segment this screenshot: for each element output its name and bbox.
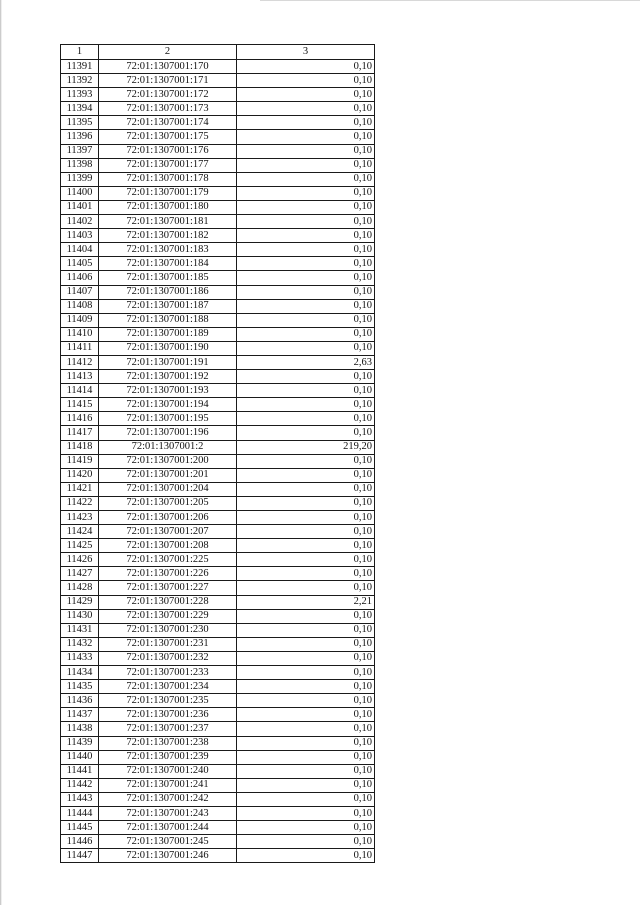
row-value: 0,10 bbox=[237, 200, 375, 214]
row-value: 0,10 bbox=[237, 637, 375, 651]
row-number: 11417 bbox=[61, 426, 99, 440]
row-number: 11444 bbox=[61, 806, 99, 820]
row-value: 0,10 bbox=[237, 186, 375, 200]
table-row bbox=[61, 384, 375, 398]
cadastral-number: 72:01:1307001:181 bbox=[99, 215, 237, 229]
table-row bbox=[61, 637, 375, 651]
cadastral-number: 72:01:1307001:196 bbox=[99, 426, 237, 440]
row-value: 0,10 bbox=[237, 116, 375, 130]
table-row bbox=[61, 102, 375, 116]
table-row bbox=[61, 440, 375, 454]
row-value: 0,10 bbox=[237, 60, 375, 74]
table-row bbox=[61, 158, 375, 172]
table-row bbox=[61, 722, 375, 736]
row-value: 0,10 bbox=[237, 341, 375, 355]
cadastral-number: 72:01:1307001:228 bbox=[99, 595, 237, 609]
row-number: 11423 bbox=[61, 511, 99, 525]
cadastral-number: 72:01:1307001:242 bbox=[99, 792, 237, 806]
table-row bbox=[61, 327, 375, 341]
table-row bbox=[61, 60, 375, 74]
table-row bbox=[61, 468, 375, 482]
cadastral-number: 72:01:1307001:231 bbox=[99, 637, 237, 651]
cadastral-number: 72:01:1307001:177 bbox=[99, 158, 237, 172]
scan-edge-shadow bbox=[0, 0, 2, 905]
row-number: 11429 bbox=[61, 595, 99, 609]
row-number: 11420 bbox=[61, 468, 99, 482]
row-value: 2,21 bbox=[237, 595, 375, 609]
cadastral-number: 72:01:1307001:200 bbox=[99, 454, 237, 468]
table-row bbox=[61, 666, 375, 680]
table-row bbox=[61, 581, 375, 595]
table-row bbox=[61, 215, 375, 229]
row-value: 0,10 bbox=[237, 835, 375, 849]
table-row bbox=[61, 764, 375, 778]
row-value: 219,20 bbox=[237, 440, 375, 454]
table-row bbox=[61, 116, 375, 130]
table-row bbox=[61, 835, 375, 849]
cadastral-number: 72:01:1307001:239 bbox=[99, 750, 237, 764]
table-row bbox=[61, 144, 375, 158]
row-value: 0,10 bbox=[237, 792, 375, 806]
row-value: 0,10 bbox=[237, 327, 375, 341]
cadastral-number: 72:01:1307001:2 bbox=[99, 440, 237, 454]
row-value: 0,10 bbox=[237, 130, 375, 144]
table-row bbox=[61, 355, 375, 369]
row-value: 0,10 bbox=[237, 722, 375, 736]
table-row bbox=[61, 285, 375, 299]
cadastral-number: 72:01:1307001:232 bbox=[99, 651, 237, 665]
table-row bbox=[61, 299, 375, 313]
cadastral-number: 72:01:1307001:190 bbox=[99, 341, 237, 355]
row-value: 0,10 bbox=[237, 525, 375, 539]
row-value: 0,10 bbox=[237, 144, 375, 158]
row-number: 11428 bbox=[61, 581, 99, 595]
row-number: 11412 bbox=[61, 355, 99, 369]
cadastral-number: 72:01:1307001:244 bbox=[99, 821, 237, 835]
cadastral-number: 72:01:1307001:191 bbox=[99, 355, 237, 369]
row-value: 0,10 bbox=[237, 736, 375, 750]
row-value: 0,10 bbox=[237, 412, 375, 426]
row-number: 11433 bbox=[61, 651, 99, 665]
row-number: 11426 bbox=[61, 553, 99, 567]
cadastral-number: 72:01:1307001:233 bbox=[99, 666, 237, 680]
cadastral-number: 72:01:1307001:208 bbox=[99, 539, 237, 553]
row-number: 11446 bbox=[61, 835, 99, 849]
row-number: 11406 bbox=[61, 271, 99, 285]
table-row bbox=[61, 398, 375, 412]
row-number: 11399 bbox=[61, 172, 99, 186]
cadastral-number: 72:01:1307001:237 bbox=[99, 722, 237, 736]
row-number: 11436 bbox=[61, 694, 99, 708]
row-value: 0,10 bbox=[237, 454, 375, 468]
row-value: 0,10 bbox=[237, 243, 375, 257]
table-row bbox=[61, 539, 375, 553]
table-row bbox=[61, 130, 375, 144]
cadastral-number: 72:01:1307001:226 bbox=[99, 567, 237, 581]
cadastral-number: 72:01:1307001:175 bbox=[99, 130, 237, 144]
table-row bbox=[61, 370, 375, 384]
row-number: 11435 bbox=[61, 680, 99, 694]
cadastral-number: 72:01:1307001:230 bbox=[99, 623, 237, 637]
row-number: 11414 bbox=[61, 384, 99, 398]
cadastral-number: 72:01:1307001:193 bbox=[99, 384, 237, 398]
table-row bbox=[61, 341, 375, 355]
row-number: 11422 bbox=[61, 496, 99, 510]
table-row bbox=[61, 651, 375, 665]
row-value: 0,10 bbox=[237, 398, 375, 412]
cadastral-number: 72:01:1307001:238 bbox=[99, 736, 237, 750]
table-body bbox=[61, 60, 375, 863]
row-number: 11407 bbox=[61, 285, 99, 299]
row-value: 0,10 bbox=[237, 750, 375, 764]
table-row bbox=[61, 525, 375, 539]
row-value: 0,10 bbox=[237, 229, 375, 243]
cadastral-number: 72:01:1307001:205 bbox=[99, 496, 237, 510]
table-row bbox=[61, 750, 375, 764]
row-value: 0,10 bbox=[237, 257, 375, 271]
table-row bbox=[61, 454, 375, 468]
table-row bbox=[61, 778, 375, 792]
cadastral-number: 72:01:1307001:187 bbox=[99, 299, 237, 313]
row-number: 11413 bbox=[61, 370, 99, 384]
table-row bbox=[61, 680, 375, 694]
table-row bbox=[61, 229, 375, 243]
row-number: 11427 bbox=[61, 567, 99, 581]
cadastral-number: 72:01:1307001:206 bbox=[99, 511, 237, 525]
cadastral-number: 72:01:1307001:227 bbox=[99, 581, 237, 595]
row-value: 0,10 bbox=[237, 567, 375, 581]
row-number: 11393 bbox=[61, 88, 99, 102]
header-col-2: 2 bbox=[99, 45, 237, 60]
table-row bbox=[61, 172, 375, 186]
cadastral-number: 72:01:1307001:195 bbox=[99, 412, 237, 426]
row-value: 0,10 bbox=[237, 271, 375, 285]
table-row bbox=[61, 792, 375, 806]
row-number: 11409 bbox=[61, 313, 99, 327]
row-number: 11424 bbox=[61, 525, 99, 539]
table-row bbox=[61, 567, 375, 581]
cadastral-number: 72:01:1307001:182 bbox=[99, 229, 237, 243]
table-row bbox=[61, 412, 375, 426]
cadastral-number: 72:01:1307001:204 bbox=[99, 482, 237, 496]
cadastral-number: 72:01:1307001:173 bbox=[99, 102, 237, 116]
table-row bbox=[61, 806, 375, 820]
table-row bbox=[61, 74, 375, 88]
row-value: 0,10 bbox=[237, 384, 375, 398]
cadastral-number: 72:01:1307001:201 bbox=[99, 468, 237, 482]
cadastral-number: 72:01:1307001:207 bbox=[99, 525, 237, 539]
cadastral-number: 72:01:1307001:234 bbox=[99, 680, 237, 694]
row-value: 0,10 bbox=[237, 299, 375, 313]
table-row bbox=[61, 271, 375, 285]
row-number: 11441 bbox=[61, 764, 99, 778]
row-value: 0,10 bbox=[237, 172, 375, 186]
table-row bbox=[61, 496, 375, 510]
row-number: 11400 bbox=[61, 186, 99, 200]
row-value: 0,10 bbox=[237, 370, 375, 384]
row-number: 11397 bbox=[61, 144, 99, 158]
row-number: 11438 bbox=[61, 722, 99, 736]
cadastral-number: 72:01:1307001:241 bbox=[99, 778, 237, 792]
row-value: 0,10 bbox=[237, 849, 375, 863]
row-value: 0,10 bbox=[237, 666, 375, 680]
row-number: 11447 bbox=[61, 849, 99, 863]
row-number: 11402 bbox=[61, 215, 99, 229]
table-row bbox=[61, 243, 375, 257]
cadastral-number: 72:01:1307001:243 bbox=[99, 806, 237, 820]
cadastral-number: 72:01:1307001:194 bbox=[99, 398, 237, 412]
row-number: 11442 bbox=[61, 778, 99, 792]
row-value: 0,10 bbox=[237, 482, 375, 496]
row-value: 0,10 bbox=[237, 764, 375, 778]
row-value: 0,10 bbox=[237, 553, 375, 567]
row-value: 0,10 bbox=[237, 623, 375, 637]
row-number: 11401 bbox=[61, 200, 99, 214]
table-header-row bbox=[61, 45, 375, 60]
table-row bbox=[61, 595, 375, 609]
row-value: 0,10 bbox=[237, 778, 375, 792]
cadastral-number: 72:01:1307001:174 bbox=[99, 116, 237, 130]
row-number: 11419 bbox=[61, 454, 99, 468]
row-value: 0,10 bbox=[237, 158, 375, 172]
cadastral-number: 72:01:1307001:176 bbox=[99, 144, 237, 158]
row-number: 11396 bbox=[61, 130, 99, 144]
row-value: 0,10 bbox=[237, 215, 375, 229]
cadastral-number: 72:01:1307001:229 bbox=[99, 609, 237, 623]
cadastral-number: 72:01:1307001:186 bbox=[99, 285, 237, 299]
row-number: 11405 bbox=[61, 257, 99, 271]
row-number: 11394 bbox=[61, 102, 99, 116]
cadastral-number: 72:01:1307001:189 bbox=[99, 327, 237, 341]
table-row bbox=[61, 694, 375, 708]
table-row bbox=[61, 186, 375, 200]
cadastral-number: 72:01:1307001:172 bbox=[99, 88, 237, 102]
row-number: 11431 bbox=[61, 623, 99, 637]
row-value: 0,10 bbox=[237, 806, 375, 820]
cadastral-number: 72:01:1307001:240 bbox=[99, 764, 237, 778]
table-row bbox=[61, 849, 375, 863]
row-number: 11418 bbox=[61, 440, 99, 454]
cadastral-number: 72:01:1307001:178 bbox=[99, 172, 237, 186]
row-number: 11408 bbox=[61, 299, 99, 313]
row-number: 11443 bbox=[61, 792, 99, 806]
row-value: 0,10 bbox=[237, 609, 375, 623]
table-row bbox=[61, 482, 375, 496]
cadastral-number: 72:01:1307001:184 bbox=[99, 257, 237, 271]
header-col-3: 3 bbox=[237, 45, 375, 60]
table-row bbox=[61, 426, 375, 440]
row-number: 11439 bbox=[61, 736, 99, 750]
row-number: 11430 bbox=[61, 609, 99, 623]
row-value: 2,63 bbox=[237, 355, 375, 369]
cadastral-number: 72:01:1307001:236 bbox=[99, 708, 237, 722]
row-number: 11421 bbox=[61, 482, 99, 496]
row-number: 11445 bbox=[61, 821, 99, 835]
row-value: 0,10 bbox=[237, 680, 375, 694]
row-number: 11425 bbox=[61, 539, 99, 553]
row-value: 0,10 bbox=[237, 88, 375, 102]
cadastral-number: 72:01:1307001:192 bbox=[99, 370, 237, 384]
cadastral-number: 72:01:1307001:183 bbox=[99, 243, 237, 257]
row-number: 11434 bbox=[61, 666, 99, 680]
row-number: 11415 bbox=[61, 398, 99, 412]
row-value: 0,10 bbox=[237, 285, 375, 299]
row-value: 0,10 bbox=[237, 821, 375, 835]
row-number: 11432 bbox=[61, 637, 99, 651]
row-value: 0,10 bbox=[237, 74, 375, 88]
row-number: 11411 bbox=[61, 341, 99, 355]
cadastral-number: 72:01:1307001:170 bbox=[99, 60, 237, 74]
cadastral-number: 72:01:1307001:185 bbox=[99, 271, 237, 285]
row-number: 11437 bbox=[61, 708, 99, 722]
table-row bbox=[61, 708, 375, 722]
row-number: 11410 bbox=[61, 327, 99, 341]
cadastral-number: 72:01:1307001:179 bbox=[99, 186, 237, 200]
row-value: 0,10 bbox=[237, 426, 375, 440]
cadastral-number: 72:01:1307001:188 bbox=[99, 313, 237, 327]
table-row bbox=[61, 257, 375, 271]
cadastral-number: 72:01:1307001:180 bbox=[99, 200, 237, 214]
table-row bbox=[61, 736, 375, 750]
row-value: 0,10 bbox=[237, 651, 375, 665]
cadastral-table bbox=[60, 44, 375, 863]
table-row bbox=[61, 88, 375, 102]
row-number: 11404 bbox=[61, 243, 99, 257]
row-number: 11398 bbox=[61, 158, 99, 172]
cadastral-number: 72:01:1307001:246 bbox=[99, 849, 237, 863]
cadastral-number: 72:01:1307001:225 bbox=[99, 553, 237, 567]
table-row bbox=[61, 511, 375, 525]
cadastral-number: 72:01:1307001:171 bbox=[99, 74, 237, 88]
row-value: 0,10 bbox=[237, 581, 375, 595]
row-number: 11440 bbox=[61, 750, 99, 764]
table-row bbox=[61, 821, 375, 835]
table-row bbox=[61, 553, 375, 567]
table-row bbox=[61, 200, 375, 214]
row-value: 0,10 bbox=[237, 694, 375, 708]
row-number: 11392 bbox=[61, 74, 99, 88]
row-value: 0,10 bbox=[237, 496, 375, 510]
row-value: 0,10 bbox=[237, 708, 375, 722]
header-col-1: 1 bbox=[61, 45, 99, 60]
table-row bbox=[61, 609, 375, 623]
row-value: 0,10 bbox=[237, 102, 375, 116]
row-value: 0,10 bbox=[237, 511, 375, 525]
row-number: 11403 bbox=[61, 229, 99, 243]
row-value: 0,10 bbox=[237, 539, 375, 553]
table-row bbox=[61, 623, 375, 637]
row-value: 0,10 bbox=[237, 468, 375, 482]
cadastral-number: 72:01:1307001:245 bbox=[99, 835, 237, 849]
cadastral-number: 72:01:1307001:235 bbox=[99, 694, 237, 708]
scan-top-line bbox=[260, 0, 640, 1]
row-number: 11416 bbox=[61, 412, 99, 426]
table-row bbox=[61, 313, 375, 327]
row-number: 11391 bbox=[61, 60, 99, 74]
row-number: 11395 bbox=[61, 116, 99, 130]
row-value: 0,10 bbox=[237, 313, 375, 327]
